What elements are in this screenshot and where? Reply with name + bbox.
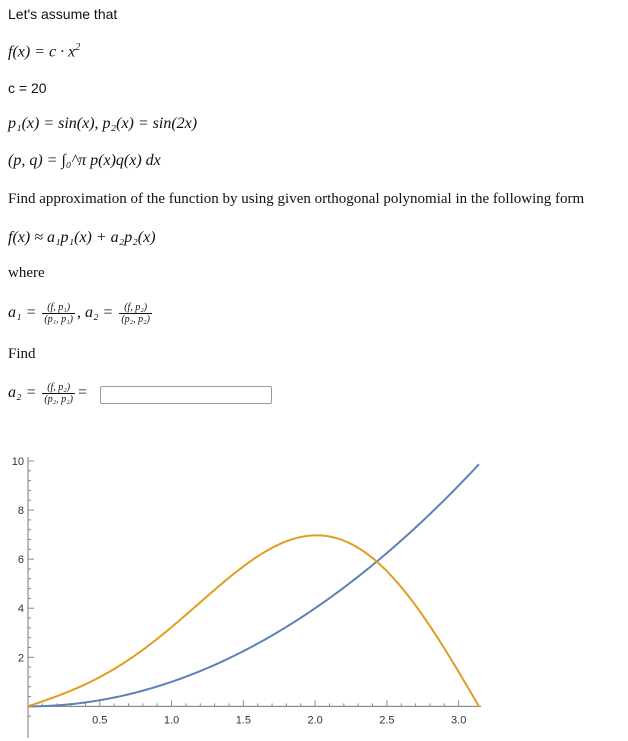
x-tick-label: 1.0: [163, 714, 180, 727]
a2-fraction: [119, 302, 152, 325]
a1-fraction: [42, 302, 75, 325]
y-tick-label: 4: [17, 603, 24, 616]
x-tick-label: 0.5: [92, 714, 108, 727]
constant-c: c = 20: [8, 80, 47, 96]
approximation-formula: f(x) ≈ a₁p₁(x) + a₂p₂(x): [8, 229, 156, 246]
answer-fraction: [42, 382, 75, 405]
find-text: Find: [8, 346, 36, 362]
x-tick-label: 1.5: [235, 714, 251, 727]
answer-formula: [8, 382, 88, 405]
task-text: Find approximation of the function by using given orthogonal polynomial in the following form: [8, 191, 585, 207]
a1-denominator: (p₁, p₁): [44, 314, 73, 325]
a2-numerator: (f, p₂): [124, 302, 148, 313]
answer-denominator: (p₂, p₂): [44, 394, 73, 405]
function-plot: [0, 441, 628, 741]
intro-text: Let's assume that: [8, 6, 118, 22]
function-definition-text: f(x) = c · x: [8, 43, 76, 61]
function-power: 2: [75, 42, 81, 53]
answer-equals: =: [76, 384, 88, 402]
answer-input[interactable]: [100, 386, 272, 404]
x-tick-label: 3.0: [451, 714, 467, 727]
a2-denominator: (p₂, p₂): [121, 314, 150, 325]
series-line-1: [28, 464, 479, 706]
a2-label: a₂ =: [84, 304, 114, 322]
basis-definition: p₁(x) = sin(x), p₂(x) = sin(2x): [8, 115, 198, 132]
function-definition: [8, 42, 80, 61]
coefficient-separator: ,: [76, 304, 81, 322]
answer-numerator: (f, p₂): [47, 382, 71, 393]
y-tick-label: 10: [11, 456, 24, 468]
inner-product-definition: (p, q) = ∫₀^π p(x)q(x) dx: [8, 152, 161, 169]
x-tick-label: 2.5: [379, 714, 395, 727]
x-tick-label: 2.0: [307, 714, 323, 727]
y-tick-label: 2: [17, 652, 24, 665]
coefficient-formulas: [8, 302, 154, 325]
answer-a2-label: a₂ =: [8, 384, 37, 402]
where-text: where: [8, 265, 45, 281]
y-tick-label: 8: [17, 505, 24, 518]
a1-label: a₁ =: [8, 304, 37, 322]
a1-numerator: (f, p₁): [47, 302, 71, 313]
y-tick-label: 6: [17, 554, 24, 567]
series-line-2: [28, 535, 479, 706]
